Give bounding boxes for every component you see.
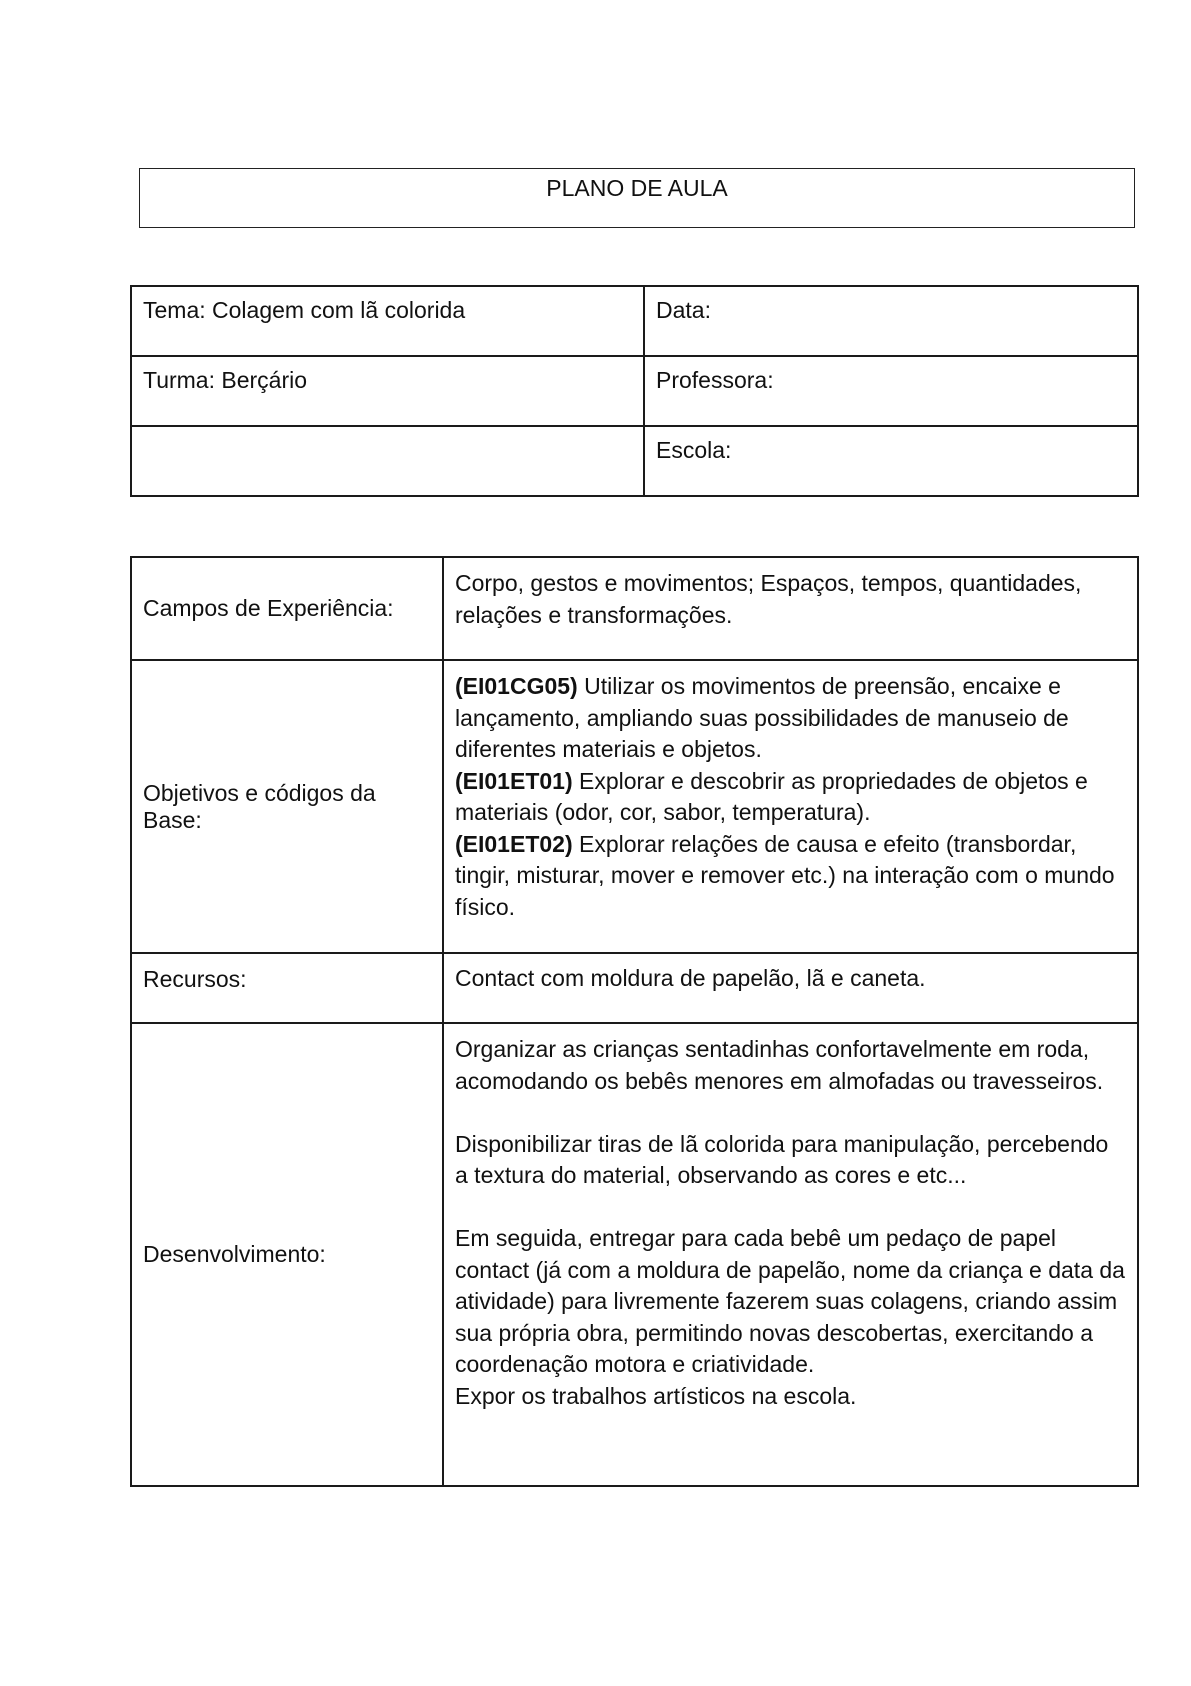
desenvolvimento-content — [443, 1023, 1138, 1486]
paragraph: Em seguida, entregar para cada bebê um pedaço de papel contact (já com a moldura de papelão, nome da criança e data da atividade) para livremente fazerem suas colagens, criando assim sua própria obra, permitindo novas descobertas, exercitando a coordenação motora e criatividade. — [455, 1225, 1125, 1377]
objective-code: (EI01ET01) — [455, 767, 573, 794]
campos-row — [131, 557, 1138, 660]
data-cell: Data: — [644, 286, 1138, 356]
plan-table — [130, 556, 1139, 1487]
objective-item — [455, 829, 1126, 924]
desenvolvimento-row — [131, 1023, 1138, 1486]
page-title: PLANO DE AULA — [139, 168, 1135, 228]
desenvolvimento-label: Desenvolvimento: — [131, 1023, 443, 1486]
objective-item — [455, 766, 1126, 829]
info-row-1 — [131, 286, 1138, 356]
professora-cell: Professora: — [644, 356, 1138, 426]
recursos-label: Recursos: — [131, 953, 443, 1023]
objetivos-content — [443, 660, 1138, 953]
objective-text: Explorar e descobrir as propriedades de objetos e materiais (odor, cor, sabor, temperatura). — [455, 767, 1088, 825]
recursos-row — [131, 953, 1138, 1023]
recursos-text: Contact com moldura de papelão, lã e caneta. — [443, 953, 1138, 1023]
paragraph: Disponibilizar tiras de lã colorida para manipulação, percebendo a textura do material, observando as cores e etc... — [455, 1130, 1109, 1188]
objective-item — [455, 671, 1126, 766]
paragraph: Expor os trabalhos artísticos na escola. — [455, 1382, 857, 1409]
objective-text: Utilizar os movimentos de preensão, encaixe e lançamento, ampliando suas possibilidades de manuseio de diferentes materiais e objetos. — [455, 673, 1069, 762]
objective-text: Explorar relações de causa e efeito (transbordar, tingir, misturar, mover e remover etc.) na interação com o mundo físico. — [455, 830, 1115, 920]
paragraph: Organizar as crianças sentadinhas confortavelmente em roda, acomodando os bebês menores em almofadas ou travesseiros. — [455, 1036, 1104, 1094]
objective-code: (EI01CG05) — [455, 673, 578, 699]
objective-code: (EI01ET02) — [455, 830, 573, 857]
escola-cell: Escola: — [644, 426, 1138, 496]
empty-cell — [131, 426, 644, 496]
info-table — [130, 285, 1139, 497]
campos-label: Campos de Experiência: — [131, 557, 443, 660]
turma-cell: Turma: Berçário — [131, 356, 644, 426]
info-row-3 — [131, 426, 1138, 496]
objetivos-row — [131, 660, 1138, 953]
info-row-2 — [131, 356, 1138, 426]
objetivos-label: Objetivos e códigos da Base: — [131, 660, 443, 953]
campos-text: Corpo, gestos e movimentos; Espaços, tempos, quantidades, relações e transformações. — [443, 557, 1138, 660]
tema-cell: Tema: Colagem com lã colorida — [131, 286, 644, 356]
